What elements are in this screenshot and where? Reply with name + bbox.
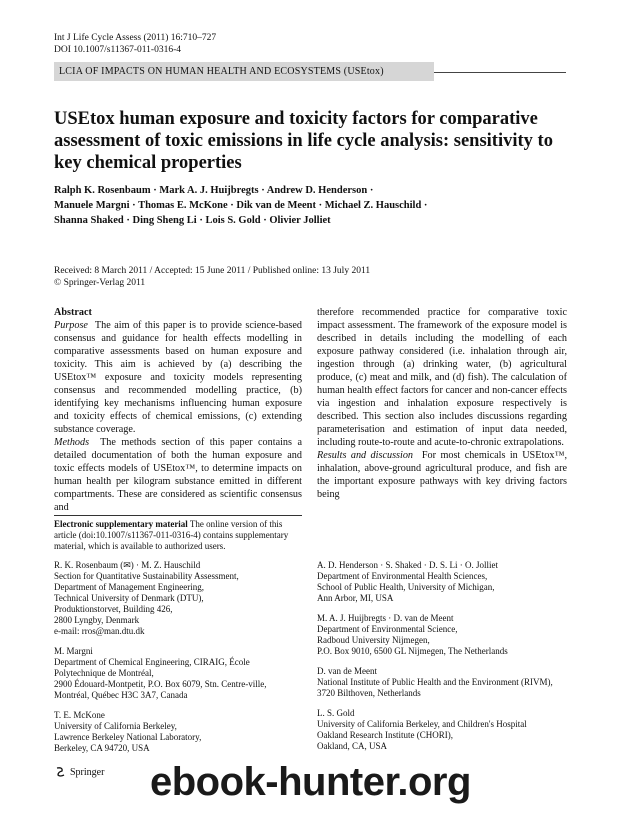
- doi: DOI 10.1007/s11367-011-0316-4: [54, 45, 182, 55]
- results-text: For most chemicals in USEtox™, inhalation, above-ground agricultural produce, and fish are the important exposure pathways with key driving factors being: [317, 450, 567, 500]
- supplementary-label: Electronic supplementary material: [54, 519, 188, 529]
- affiliation-authors: T. E. McKone: [54, 710, 105, 720]
- affiliation-line: Radboud University Nijmegen,: [317, 635, 430, 645]
- affiliation-authors: A. D. Henderson · S. Shaked · D. S. Li · O. Jolliet: [317, 560, 498, 570]
- abstract-heading: Abstract: [54, 307, 92, 318]
- copyright-line: © Springer-Verlag 2011: [54, 278, 146, 288]
- affiliation-authors: L. S. Gold: [317, 708, 355, 718]
- affiliation-line: Montréal, Québec H3C 3A7, Canada: [54, 690, 188, 700]
- publication-dates: [54, 265, 370, 289]
- author-line: Manuele Margni · Thomas E. McKone · Dik van de Meent · Michael Z. Hauschild ·: [54, 200, 428, 211]
- publisher-name: Springer: [70, 766, 105, 778]
- affiliation-line: Oakland, CA, USA: [317, 741, 387, 751]
- affiliation-line: Technical University of Denmark (DTU),: [54, 593, 204, 603]
- affiliation-line: Department of Environmental Science,: [317, 624, 458, 634]
- affiliation-block: [317, 560, 573, 604]
- author-line: Shanna Shaked · Ding Sheng Li · Lois S. Gold · Olivier Jolliet: [54, 215, 331, 226]
- affiliation-authors: R. K. Rosenbaum (✉) · M. Z. Hauschild: [54, 560, 201, 570]
- affiliation-line: School of Public Health, University of Michigan,: [317, 582, 495, 592]
- affiliation-line: Department of Chemical Engineering, CIRAIG, École: [54, 657, 250, 667]
- affiliation-block: [54, 710, 304, 754]
- affiliation-line: e-mail: rros@man.dtu.dk: [54, 626, 145, 636]
- author-list: [54, 183, 574, 228]
- section-rule: [434, 72, 566, 73]
- affiliation-line: Oakland Research Institute (CHORI),: [317, 730, 453, 740]
- publisher-footer: [54, 766, 104, 778]
- journal-citation: Int J Life Cycle Assess (2011) 16:710–727: [54, 33, 217, 43]
- purpose-text: The aim of this paper is to provide science-based consensus and guidance for health effects modelling in comparative assessments based on human exposure and toxicity. This aim is achieved by (a) describing the USEtox™ exposure and toxicity models representing consensus and recommended modelling practice, (b) identifying key mechanisms influencing human exposure and toxicity effects of chemical emissions, (c) extending substance coverage.: [54, 320, 302, 435]
- affiliation-authors: D. van de Meent: [317, 666, 377, 676]
- affiliation-line: Department of Management Engineering,: [54, 582, 204, 592]
- affiliation-line: Lawrence Berkeley National Laboratory,: [54, 732, 202, 742]
- affiliation-line: National Institute of Public Health and the Environment (RIVM),: [317, 677, 553, 687]
- affiliation-block: [54, 646, 304, 701]
- springer-logo-icon: [54, 766, 66, 778]
- affiliation-line: 2800 Lyngby, Denmark: [54, 615, 140, 625]
- affiliation-block: [54, 560, 304, 637]
- paper-title: USEtox human exposure and toxicity factors for comparative assessment of toxic emissions in life cycle analysis: sensitivity to key chemical properties: [54, 109, 553, 173]
- affiliation-authors: M. A. J. Huijbregts · D. van de Meent: [317, 613, 454, 623]
- affiliation-line: University of California Berkeley, and Children's Hospital: [317, 719, 527, 729]
- affiliation-line: Produktionstorvet, Building 426,: [54, 604, 173, 614]
- affiliation-line: Berkeley, CA 94720, USA: [54, 743, 150, 753]
- affiliation-authors: M. Margni: [54, 646, 93, 656]
- journal-header: [54, 32, 216, 56]
- affiliations-left: [54, 560, 304, 763]
- affiliations-right: [317, 560, 573, 761]
- footnote-rule: [54, 515, 302, 516]
- abstract-purpose: [54, 319, 302, 436]
- purpose-label: Purpose: [54, 320, 88, 331]
- supplementary-note: [54, 519, 302, 552]
- affiliation-line: P.O. Box 9010, 6500 GL Nijmegen, The Netherlands: [317, 646, 508, 656]
- methods-text: The methods section of this paper contains a detailed documentation of both the human exposure and toxic effects models of USEtox™, to determine impacts on human health per kilogram substance emitted in different compartments. These are considered as scientific consensus and: [54, 437, 302, 513]
- results-label: Results and discussion: [317, 450, 414, 461]
- methods-label: Methods: [54, 437, 90, 448]
- affiliation-line: Polytechnique de Montréal,: [54, 668, 154, 678]
- affiliation-block: [317, 666, 573, 699]
- affiliation-line: Section for Quantitative Sustainability Assessment,: [54, 571, 239, 581]
- watermark: ebook-hunter.org: [150, 760, 471, 804]
- abstract-column-left: [54, 306, 302, 514]
- affiliation-line: University of California Berkeley,: [54, 721, 177, 731]
- supplementary-text: The online version of this article (doi:10.1007/s11367-011-0316-4) contains supplementary material, which is available to authorized users.: [54, 519, 289, 551]
- section-heading: LCIA OF IMPACTS ON HUMAN HEALTH AND ECOSYSTEMS (USEtox): [54, 62, 434, 81]
- author-line: Ralph K. Rosenbaum · Mark A. J. Huijbregts · Andrew D. Henderson ·: [54, 185, 374, 196]
- affiliation-block: [317, 708, 573, 752]
- abstract-column-right: [317, 306, 567, 501]
- affiliation-line: Ann Arbor, MI, USA: [317, 593, 394, 603]
- abstract-methods: [54, 436, 302, 514]
- affiliation-line: 2900 Édouard-Montpetit, P.O. Box 6079, Stn. Centre-ville,: [54, 679, 267, 689]
- affiliation-line: 3720 Bilthoven, Netherlands: [317, 688, 421, 698]
- abstract-methods-cont: therefore recommended practice for comparative toxic impact assessment. The framework of the exposure model is described in details including the modelling of each exposure pathway considered (i.e. inhalation through air, ingestion through (a) drinking water, (b) agricultural produce, (c) meat and milk, and (d) fish). The calculation of human health effect factors for cancer and non-cancer effects via ingestion and inhalation exposure respectively is described. This section also includes discussions regarding parameterisation and estimation of input data needed, including route-to-route and acute-to-chronic extrapolations.: [317, 307, 567, 448]
- affiliation-line: Department of Environmental Health Sciences,: [317, 571, 488, 581]
- dates-line: Received: 8 March 2011 / Accepted: 15 June 2011 / Published online: 13 July 2011: [54, 266, 371, 276]
- affiliation-block: [317, 613, 573, 657]
- abstract-results: [317, 449, 567, 501]
